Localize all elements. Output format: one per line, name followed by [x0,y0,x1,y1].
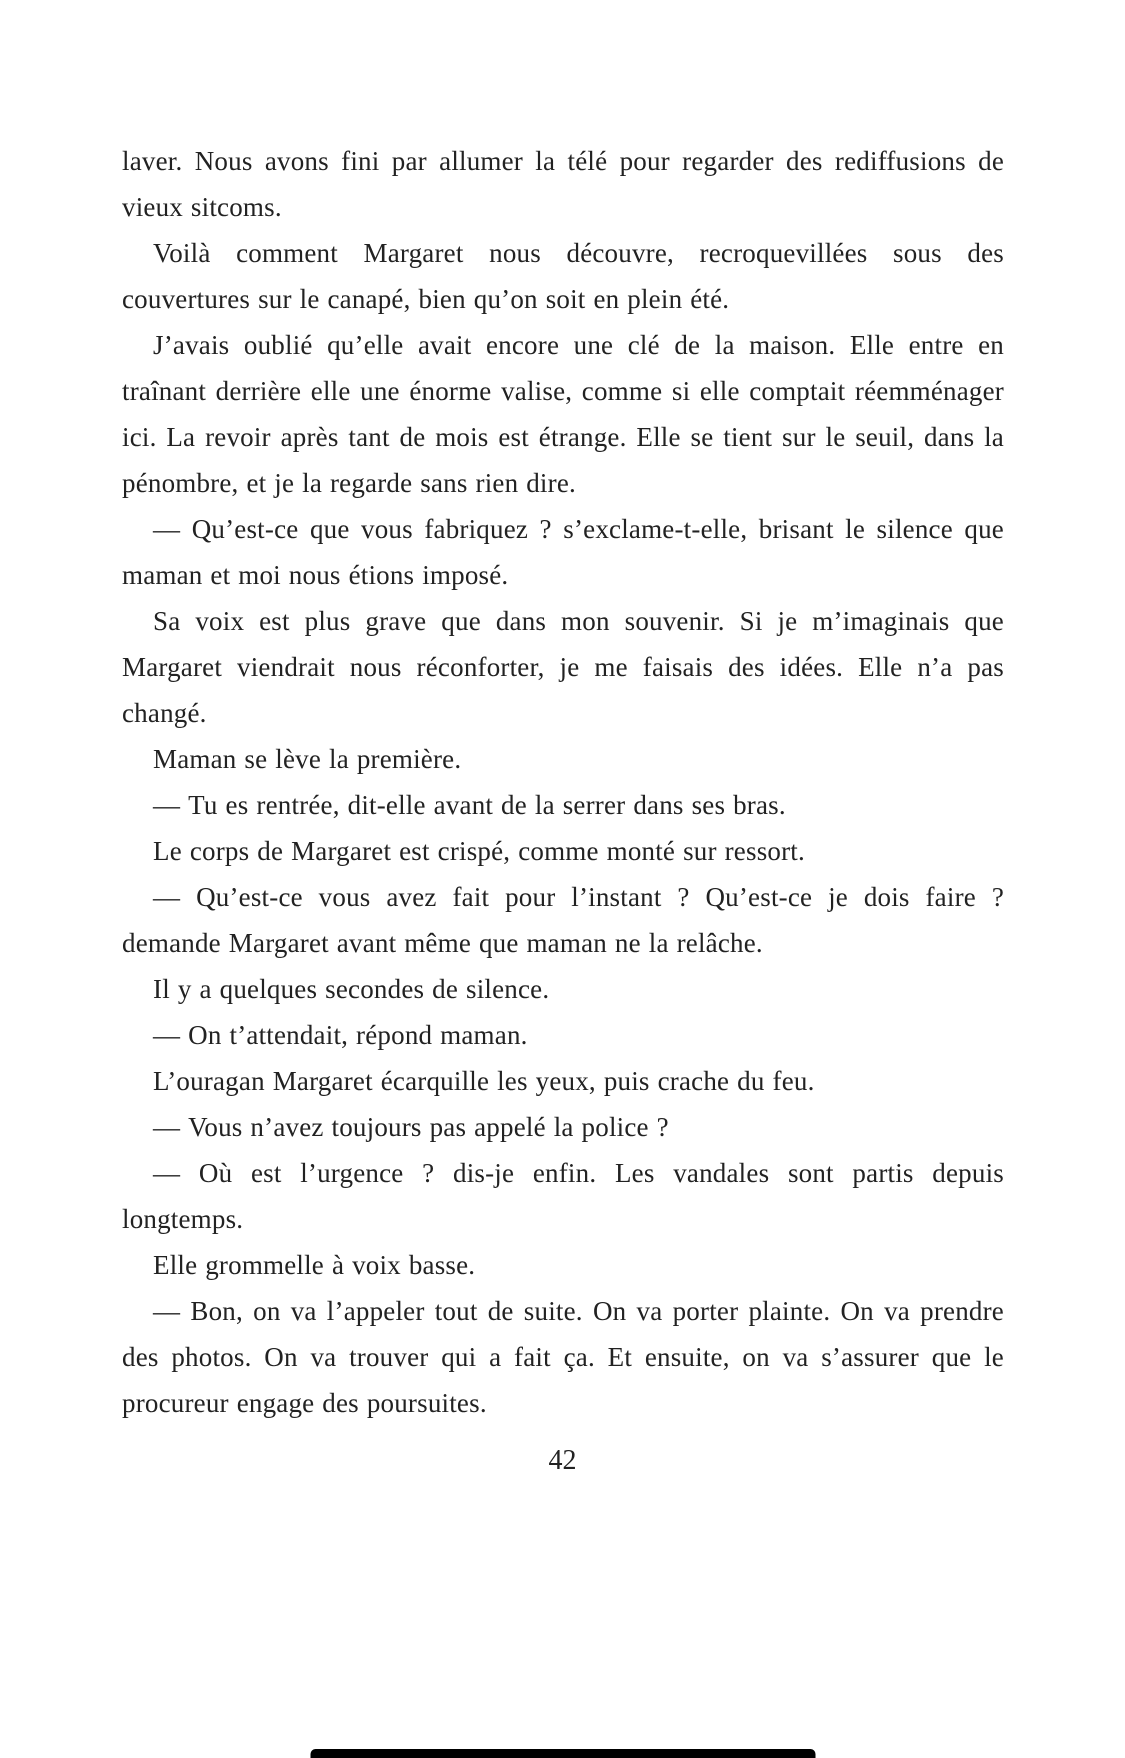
paragraph: Elle grommelle à voix basse. [153,1250,476,1280]
paragraph: Maman se lève la première. [153,744,462,774]
page-text [122,138,1004,1426]
paragraph-dialogue: — Où est l’urgence ? dis-je enfin. Les vandales sont partis depuis longtemps. [122,1158,1004,1234]
paragraph: Il y a quelques secondes de silence. [153,974,550,1004]
paragraph-dialogue: — Qu’est-ce que vous fabriquez ? s’exclame-t-elle, brisant le silence que maman et moi nous étions imposé. [122,514,1004,590]
home-indicator[interactable] [310,1749,815,1758]
paragraph: L’ouragan Margaret écarquille les yeux, puis crache du feu. [153,1066,815,1096]
paragraph-dialogue: — Qu’est-ce vous avez fait pour l’instant ? Qu’est-ce je dois faire ? demande Margaret avant même que maman ne la relâche. [122,882,1004,958]
paragraph-dialogue: — Tu es rentrée, dit-elle avant de la serrer dans ses bras. [153,790,786,820]
paragraph-dialogue: — Bon, on va l’appeler tout de suite. On va porter plainte. On va prendre des photos. On va trouver qui a fait ça. Et ensuite, on va s’assurer que le procureur engage des poursuites. [122,1296,1004,1418]
paragraph: J’avais oublié qu’elle avait encore une clé de la maison. Elle entre en traînant derrière elle une énorme valise, comme si elle comptait réemménager ici. La revoir après tant de mois est étrange. Elle se tient sur le seuil, dans la pénombre, et je la regarde sans rien dire. [122,330,1004,498]
paragraph-dialogue: — On t’attendait, répond maman. [153,1020,528,1050]
paragraph: Voilà comment Margaret nous découvre, recroquevillées sous des couvertures sur le canapé, bien qu’on soit en plein été. [122,238,1004,314]
page-number: 42 [548,1445,577,1476]
paragraph-dialogue: — Vous n’avez toujours pas appelé la police ? [153,1112,669,1142]
paragraph: Le corps de Margaret est crispé, comme monté sur ressort. [153,836,805,866]
paragraph: Sa voix est plus grave que dans mon souvenir. Si je m’imaginais que Margaret viendrait nous réconforter, je me faisais des idées. Elle n’a pas changé. [122,606,1004,728]
paragraph: laver. Nous avons fini par allumer la télé pour regarder des rediffusions de vieux sitcoms. [122,146,1004,222]
